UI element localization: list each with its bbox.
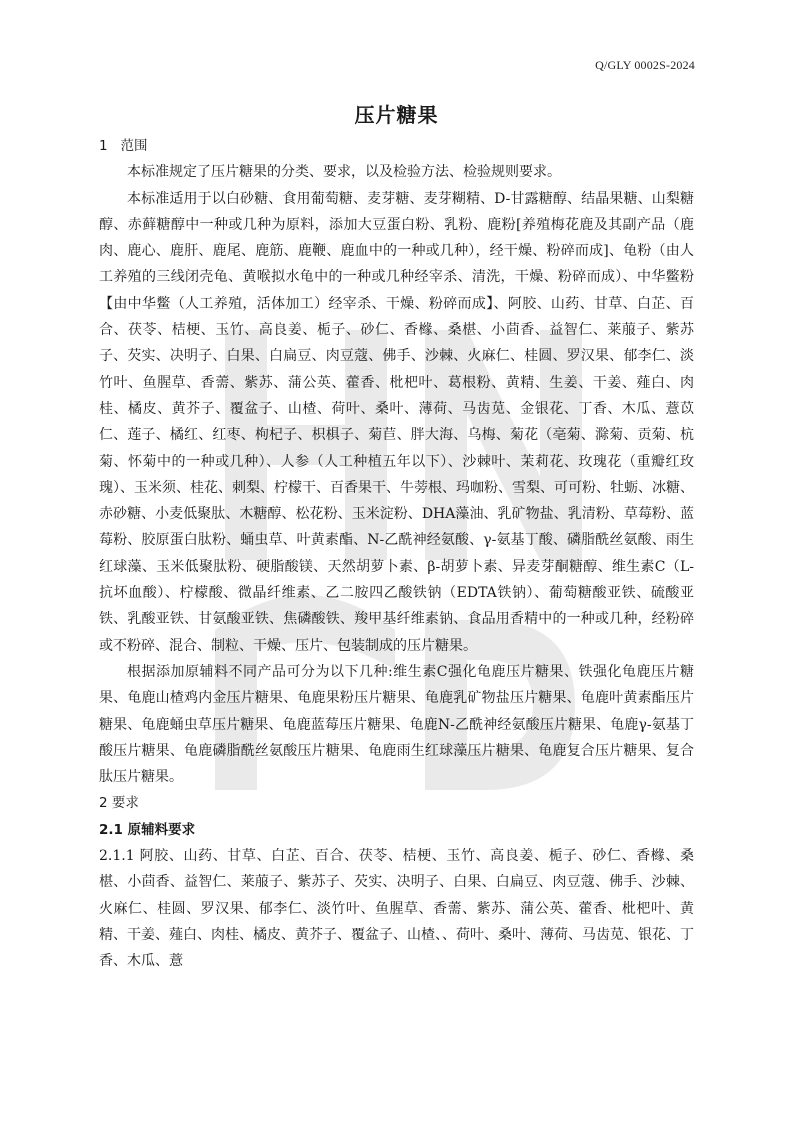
document-title: 压片糖果 bbox=[354, 103, 439, 127]
scope-paragraph-1: 本标准规定了压片糖果的分类、要求，以及检验方法、检验规则要求。 bbox=[127, 164, 561, 181]
scope-paragraph-2: 本标准适用于以白砂糖、食用葡萄糖、麦芽糖、麦芽糊精、D-甘露糖醇、结晶果糖、山梨糖醇、赤藓糖醇中一种或几种为原料，添加大豆蛋白粉、乳粉、鹿粉[养殖梅花鹿及其副产品（鹿肉、鹿心、鹿肝、鹿尾、鹿筋、鹿鞭、鹿血中的一种或几种），经干燥、粉碎而成]、龟粉（由人工养殖的三线闭壳龟、黄喉拟水龟中的一种或几种经宰杀、清洗，干燥、粉碎而成）、中华鳖粉【由中华鳖（人工养殖，活体加工）经宰杀、干燥、粉碎而成】、阿胶、山药、甘草、白芷、百合、茯苓、桔梗、玉竹、高良姜、栀子、砂仁、香橼、桑椹、小茴香、益智仁、莱菔子、紫苏子、芡实、决明子、白果、白扁豆、肉豆蔻、佛手、沙棘、火麻仁、桂圆、罗汉果、郁李仁、淡竹叶、鱼腥草、香薷、紫苏、蒲公英、藿香、枇杷叶、葛根粉、黄精、生姜、干姜、薤白、肉桂、橘皮、黄芥子、覆盆子、山楂、荷叶、桑叶、薄荷、马齿苋、金银花、丁香、木瓜、薏苡仁、莲子、橘红、红枣、枸杞子、枳椇子、菊苣、胖大海、乌梅、菊花（亳菊、滁菊、贡菊、杭菊、怀菊中的一种或几种）、人参（人工种植五年以下）、沙棘叶、茉莉花、玫瑰花（重瓣红玫瑰）、玉米须、桂花、刺梨、柠檬干、百香果干、牛蒡根、玛咖粉、雪梨、可可粉、牡蛎、冰糖、赤砂糖、小麦低聚肽、木糖醇、松花粉、玉米淀粉、DHA藻油、乳矿物盐、乳清粉、草莓粉、蓝莓粉、胶原蛋白肽粉、蛹虫草、叶黄素酯、N-乙酰神经氨酸、γ-氨基丁酸、磷脂酰丝氨酸、雨生红球藻、玉米低聚肽粉、硬脂酸镁、天然胡萝卜素、β-胡萝卜素、异麦芽酮糖醇、维生素C（L-抗坏血酸）、柠檬酸、微晶纤维素、乙二胺四乙酸铁钠（EDTA铁钠）、葡萄糖酸亚铁、硫酸亚铁、乳酸亚铁、甘氨酸亚铁、焦磷酸铁、羧甲基纤维素钠、食品用香精中的一种或几种，经粉碎或不粉碎、混合、制粒、干燥、压片、包装制成的压片糖果。 bbox=[99, 190, 694, 654]
section-heading-requirements: 2 要求 bbox=[99, 795, 139, 812]
standard-code: Q/GLY 0002S-2024 bbox=[595, 58, 695, 72]
subsection-heading-raw-materials: 2.1 原辅料要求 bbox=[99, 821, 196, 838]
scope-paragraph-3: 根据添加原辅料不同产品可分为以下几种:维生素C强化龟鹿压片糖果、铁强化龟鹿压片糖果、龟鹿山楂鸡内金压片糖果、龟鹿果粉压片糖果、龟鹿乳矿物盐压片糖果、龟鹿叶黄素酯压片糖果、龟鹿蛹虫草压片糖果、龟鹿蓝莓压片糖果、龟鹿N-乙酰神经氨酸压片糖果、龟鹿γ-氨基丁酸压片糖果、龟鹿磷脂酰丝氨酸压片糖果、龟鹿雨生红球藻压片糖果、龟鹿复合压片糖果、复合肽压片糖果。 bbox=[99, 663, 694, 786]
requirements-paragraph-2-1-1: 2.1.1 阿胶、山药、甘草、白芷、百合、茯苓、桔梗、玉竹、高良姜、栀子、砂仁、香橼、桑椹、小茴香、益智仁、莱菔子、紫苏子、芡实、决明子、白果、白扁豆、肉豆蔻、佛手、沙棘、火麻仁、桂圆、罗汉果、郁李仁、淡竹叶、鱼腥草、香薷、紫苏、蒲公英、藿香、枇杷叶、黄精、干姜、薤白、肉桂、橘皮、黄芥子、覆盆子、山楂、、荷叶、桑叶、薄荷、马齿苋、银花、丁香、木瓜、薏 bbox=[99, 848, 694, 970]
section-heading-scope: 1 范围 bbox=[99, 138, 148, 154]
document-body bbox=[99, 133, 694, 975]
